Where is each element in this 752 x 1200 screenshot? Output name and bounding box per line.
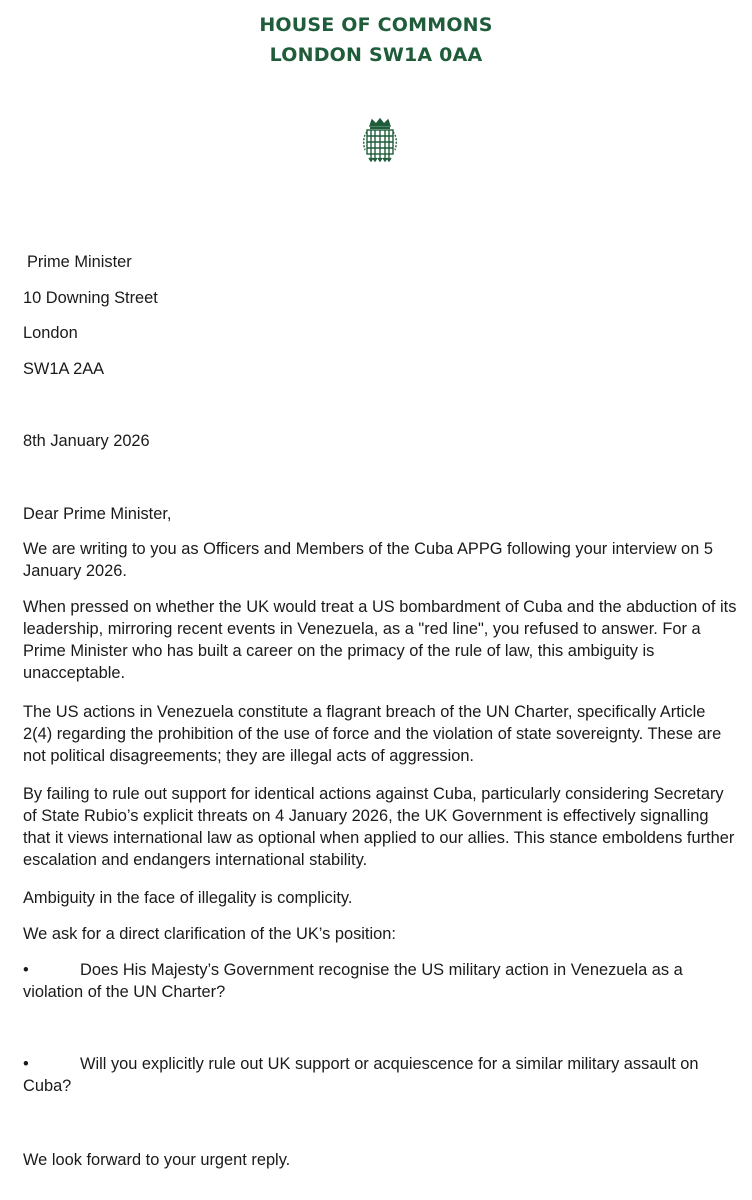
body-paragraph: The US actions in Venezuela constitute a flagrant breach of the UN Charter, specifically Article 2(4) regarding the prohibition of the use of force and the violation of state sovereignty. These are not political disagreements; they are illegal acts of aggression. (23, 703, 722, 765)
bullet-text: Does His Majesty’s Government recognise the US military action in Venezuela as a violation of the UN Charter? (23, 961, 683, 1001)
closing-line: We look forward to your urgent reply. (23, 1151, 291, 1169)
address-line-2: 10 Downing Street (23, 289, 158, 307)
list-item (23, 959, 739, 1003)
body-paragraph: We are writing to you as Officers and Members of the Cuba APPG following your interview on 5 January 2026. (23, 540, 713, 580)
letterhead-title: HOUSE OF COMMONS (259, 14, 493, 36)
letterhead (0, 10, 752, 70)
list-item (23, 1053, 739, 1097)
bullet-marker: • (23, 1055, 29, 1073)
body-paragraph: When pressed on whether the UK would treat a US bombardment of Cuba and the abduction of its leadership, mirroring recent events in Venezuela, as a "red line", you refused to answer. For a Prime Minister who has built a career on the primacy of the rule of law, this ambiguity is unacceptable. (23, 598, 737, 682)
address-line-1: Prime Minister (27, 253, 132, 271)
portcullis-icon (360, 118, 400, 162)
letter-date: 8th January 2026 (23, 432, 150, 450)
bullet-text: Will you explicitly rule out UK support or acquiescence for a similar military assault on Cuba? (23, 1055, 699, 1095)
letterhead-address: LONDON SW1A 0AA (269, 44, 483, 66)
bullet-marker: • (23, 961, 29, 979)
body-paragraph: Ambiguity in the face of illegality is complicity. (23, 889, 353, 907)
body-paragraph: By failing to rule out support for identical actions against Cuba, particularly considering Secretary of State Rubio’s explicit threats on 4 January 2026, the UK Government is effectively signalling that it views international law as optional when applied to our allies. This stance emboldens further escalation and endangers international stability. (23, 785, 735, 869)
address-line-3: London (23, 324, 78, 342)
address-line-4: SW1A 2AA (23, 360, 105, 378)
body-paragraph: We ask for a direct clarification of the UK’s position: (23, 925, 396, 943)
salutation: Dear Prime Minister, (23, 505, 172, 523)
